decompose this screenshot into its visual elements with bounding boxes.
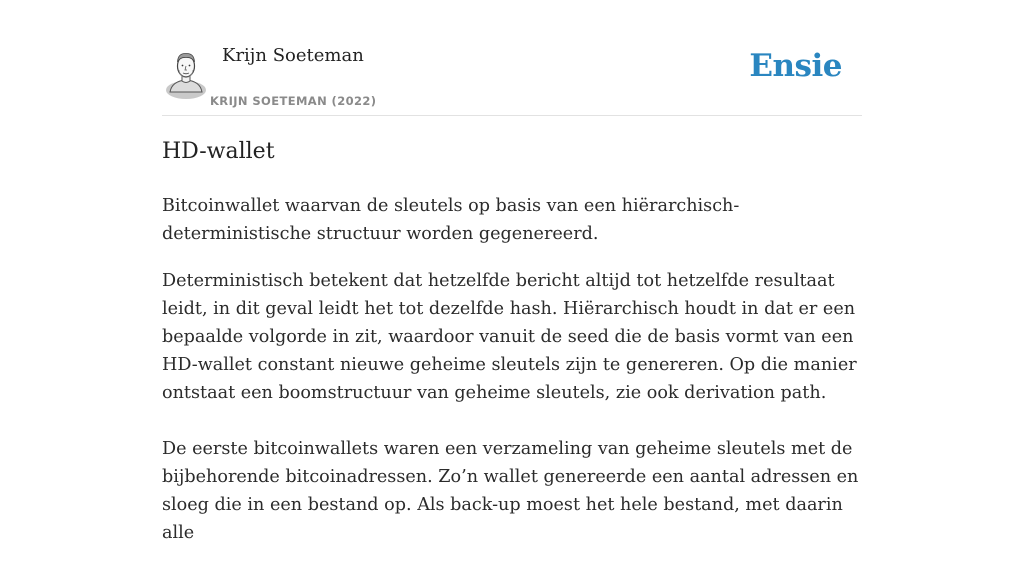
body-paragraph: De eerste bitcoinwallets waren een verzameling van geheime sleutels met de bijbehorende bitcoinadressen. Zo’n wallet genereerde een aantal adressen en sloeg die in een bestand op. Als back-up moest het hele bestand, met daarin alle — [162, 439, 859, 543]
article-container — [162, 0, 862, 543]
page-title: HD-wallet — [162, 139, 275, 164]
body-paragraph: Deterministisch betekent dat hetzelfde bericht altijd tot hetzelfde resultaat leidt, in dit geval leidt het tot dezelfde hash. Hiërarchisch houdt in dat er een bepaalde volgorde in zit, waardoor vanuit de seed die de basis vormt van een HD-wallet constant nieuwe geheime sleutels zijn te genereren. Op die manier ontstaat een boomstructuur van geheime sleutels, zie ook derivation path. — [162, 271, 857, 403]
article-body — [162, 192, 872, 566]
article-header — [162, 0, 862, 116]
ensie-logo[interactable]: Ensie — [749, 48, 842, 84]
author-credit: KRIJN SOETEMAN (2022) — [210, 94, 377, 108]
author-portrait-icon — [164, 48, 208, 92]
author-avatar[interactable] — [164, 48, 208, 92]
definition-paragraph: Bitcoinwallet waarvan de sleutels op basis van een hiërarchisch-deterministische structuur worden gegenereerd. — [162, 196, 740, 244]
author-name[interactable]: Krijn Soeteman — [222, 45, 364, 66]
